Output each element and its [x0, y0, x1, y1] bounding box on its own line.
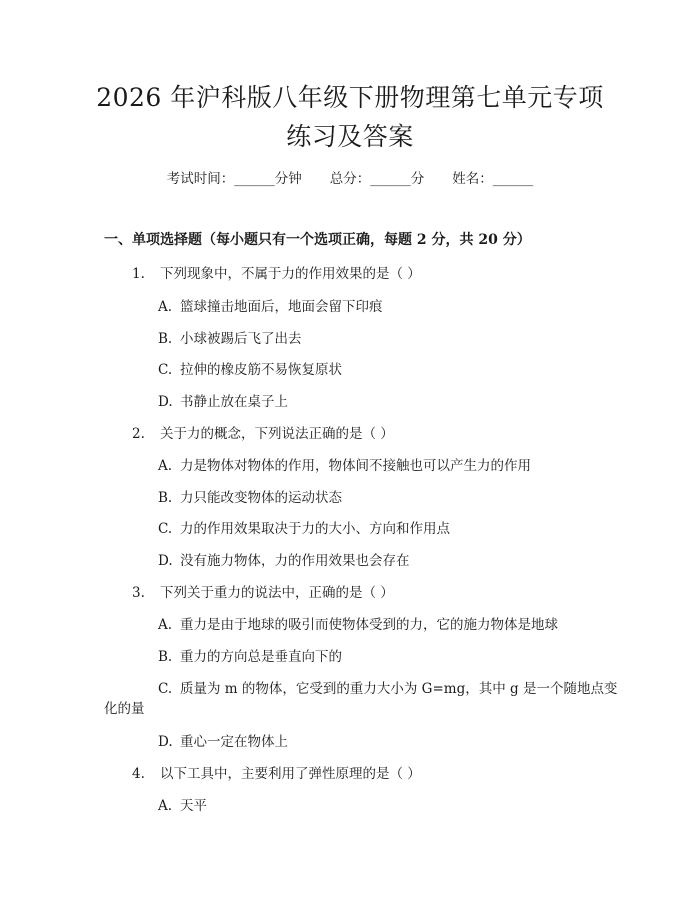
- option-label: D.: [158, 394, 173, 410]
- option-label: A.: [158, 299, 173, 315]
- option-text: 力是物体对物体的作用，物体间不接触也可以产生力的作用: [180, 458, 531, 474]
- option-label: D.: [158, 734, 173, 750]
- option-label: B.: [158, 331, 173, 347]
- option-text: 拉伸的橡皮筋不易恢复原状: [180, 362, 342, 378]
- question-text: 关于力的概念，下列说法正确的是（ ）: [160, 426, 394, 442]
- option: [158, 549, 410, 569]
- option: [158, 730, 288, 750]
- question-number: 3.: [132, 585, 145, 601]
- option: [158, 645, 342, 665]
- question-text: 以下工具中，主要利用了弹性原理的是（ ）: [160, 766, 421, 782]
- option: [158, 613, 558, 633]
- option: [158, 677, 617, 697]
- option-text: 重心一定在物体上: [180, 734, 288, 750]
- option-continuation: 化的量: [104, 701, 145, 717]
- question-number: 2.: [132, 426, 145, 442]
- exam-time: 考试时间：______分钟: [166, 171, 302, 187]
- option-text: 重力的方向总是垂直向下的: [180, 649, 342, 665]
- title-line-1: 2026 年沪科版八年级下册物理第七单元专项: [96, 83, 604, 112]
- question-number: 1.: [132, 266, 145, 282]
- document-title: [40, 78, 660, 156]
- option-label: B.: [158, 649, 173, 665]
- option-text: 力只能改变物体的运动状态: [180, 490, 342, 506]
- option-text: 书静止放在桌子上: [180, 394, 288, 410]
- option: [158, 517, 450, 537]
- option-label: B.: [158, 490, 173, 506]
- option-label: D.: [158, 553, 173, 569]
- section-heading: 一、单项选择题（每小题只有一个选项正确，每题 2 分，共 20 分）: [104, 232, 531, 248]
- question-3: [132, 581, 394, 601]
- option-text: 力的作用效果取决于力的大小、方向和作用点: [180, 521, 450, 537]
- question-number: 4.: [132, 766, 145, 782]
- option-text: 质量为 m 的物体，它受到的重力大小为 G=mg，其中 g 是一个随地点变: [180, 681, 618, 697]
- option: [158, 794, 207, 814]
- exam-name: 姓名：______: [452, 171, 534, 187]
- option: [158, 327, 302, 347]
- option-label: C.: [158, 521, 173, 537]
- question-2: [132, 422, 394, 442]
- option: [158, 390, 288, 410]
- option-text: 篮球撞击地面后，地面会留下印痕: [180, 299, 383, 315]
- exam-meta: [0, 167, 700, 187]
- option-label: C.: [158, 681, 173, 697]
- option-label: C.: [158, 362, 173, 378]
- option: [158, 454, 531, 474]
- option-text: 天平: [180, 798, 207, 814]
- question-text: 下列关于重力的说法中，正确的是（ ）: [160, 585, 394, 601]
- option-text: 没有施力物体，力的作用效果也会存在: [180, 553, 410, 569]
- option: [158, 358, 342, 378]
- option-label: A.: [158, 798, 173, 814]
- option-text: 小球被踢后飞了出去: [180, 331, 302, 347]
- exam-score: 总分：______分: [329, 171, 425, 187]
- option: [158, 295, 383, 315]
- question-text: 下列现象中，不属于力的作用效果的是（ ）: [160, 266, 421, 282]
- question-1: [132, 262, 421, 282]
- option-text: 重力是由于地球的吸引而使物体受到的力，它的施力物体是地球: [180, 617, 558, 633]
- title-line-2: 练习及答案: [286, 122, 414, 151]
- option-label: A.: [158, 617, 173, 633]
- question-4: [132, 762, 421, 782]
- option-label: A.: [158, 458, 173, 474]
- option: [158, 486, 342, 506]
